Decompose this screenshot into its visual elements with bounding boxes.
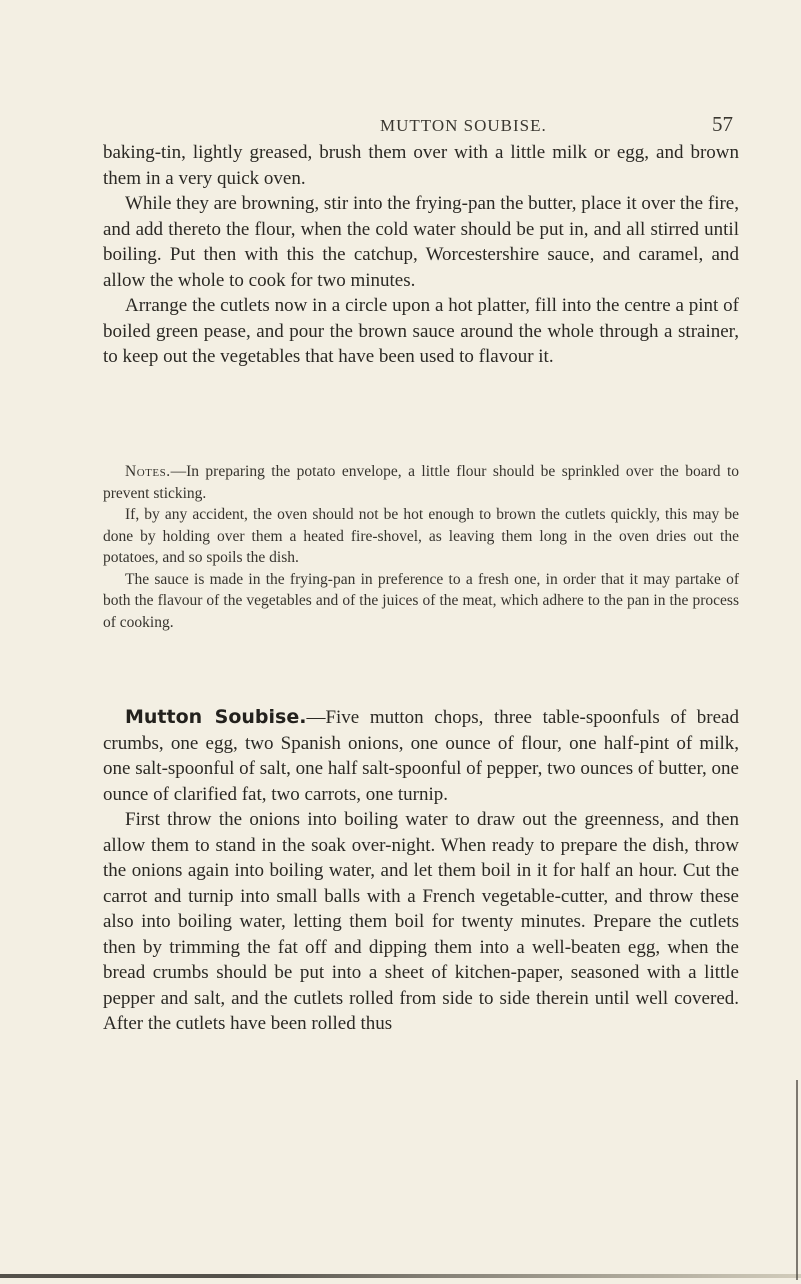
note-paragraph (103, 461, 739, 504)
recipe-ingredients-paragraph (103, 705, 739, 807)
note-paragraph: The sauce is made in the frying-pan in preference to a fresh one, in order that it may partake of both the flavour of the vegetables and of the juices of the meat, which adhere to the pan in the process of cooking. (103, 570, 739, 631)
paragraph: baking-tin, lightly greased, brush them over with a little milk or egg, and brown them in a very quick oven. (103, 142, 739, 189)
page-right-edge (796, 1080, 798, 1280)
recipe-ingredients: —Five mutton chops, three table-spoonfuls of bread crumbs, one egg, two Spanish onions, one ounce of flour, one half-pint of milk, one salt-spoonful of salt, one half salt-spoonful of pepper, two ounces of butter, one ounce of clarified fat, two carrots, one turnip. (103, 707, 739, 805)
page-bottom-edge (0, 1274, 801, 1278)
recipe-title: Mutton Soubise. (125, 706, 307, 728)
recipe-method: First throw the onions into boiling water to draw out the greenness, and then allow them to stand in the soak over-night. When ready to prepare the dish, throw the onions again into boiling water, and let them boil in it for half an hour. Cut the carrot and turnip into small balls with a French vegetable-cutter, and throw these also into boiling water, letting them boil for twenty minutes. Prepare the cutlets then by trimming the fat off and dipping them into a well-beaten egg, when the bread crumbs should be put into a sheet of kitchen-paper, seasoned with a little pepper and salt, and the cutlets rolled from side to side therein until well covered. After the cutlets have been rolled thus (103, 809, 739, 1034)
page-number: 57 (712, 112, 733, 136)
note-paragraph: If, by any accident, the oven should not be hot enough to brown the cutlets quickly, this may be done by holding over them a heated fire-shovel, as leaving them long in the oven dries out the potatoes, and so spoils the dish. (103, 506, 739, 566)
note-text: —In preparing the potato envelope, a little flour should be sprinkled over the board to prevent sticking. (103, 463, 739, 502)
running-head: MUTTON SOUBISE. (380, 116, 547, 135)
recipe-section (103, 705, 739, 1037)
paragraph: While they are browning, stir into the frying-pan the butter, place it over the fire, and add thereto the flour, when the cold water should be put in, and all stirred until boiling. Put then with this the catchup, Worcestershire sauce, and caramel, and allow the whole to cook for two minutes. (103, 193, 739, 291)
paragraph: Arrange the cutlets now in a circle upon a hot platter, fill into the centre a pint of boiled green pease, and pour the brown sauce around the whole through a strainer, to keep out the vegetables that have been used to flavour it. (103, 295, 739, 367)
continuation-text (103, 140, 739, 370)
notes-section (103, 461, 739, 633)
notes-label: Notes. (125, 463, 171, 480)
